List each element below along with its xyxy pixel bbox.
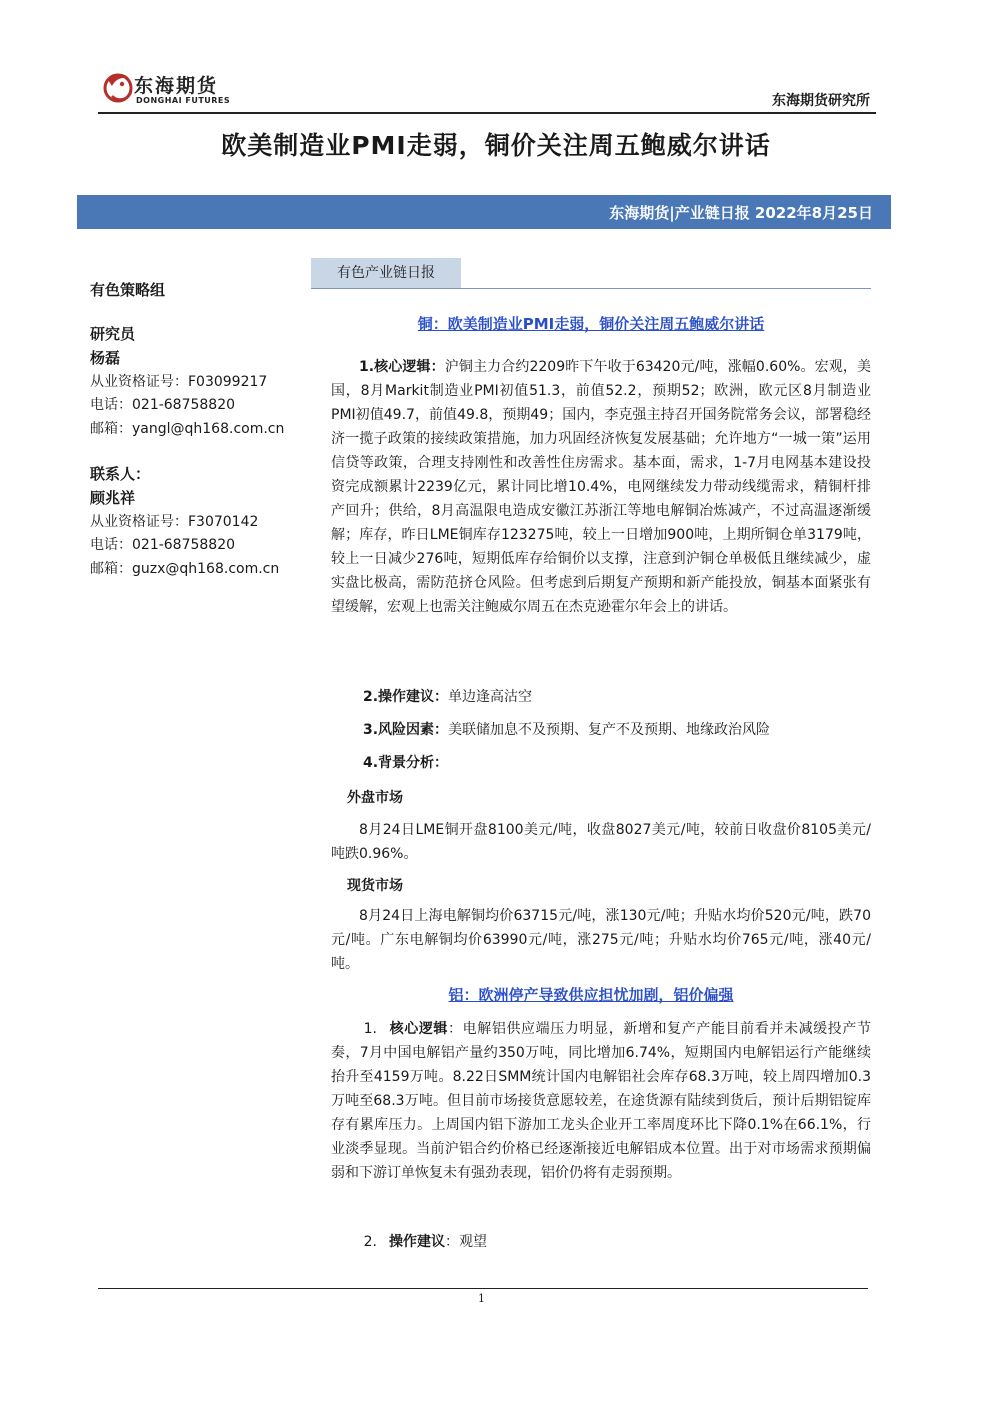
overseas-market-label: 外盘市场 <box>347 790 403 806</box>
copper-advice <box>363 685 532 709</box>
logo-chinese-name: 东海期货 <box>134 75 219 97</box>
header-divider <box>98 112 876 114</box>
aluminum-advice-text: ：观望 <box>445 1234 487 1250</box>
overseas-market-text: 8月24日LME铜开盘8100美元/吨，收盘8027美元/吨，较前日收盘价8105美元/吨跌0.96%。 <box>331 822 871 862</box>
report-banner-text: 东海期货|产业链日报 2022年8月25日 <box>609 204 873 222</box>
copper-core-logic <box>331 355 871 619</box>
spot-market-text: 8月24日上海电解铜均价63715元/吨，涨130元/吨；升贴水均价520元/吨，跌70元/吨。广东电解铜均价63990元/吨，涨275元/吨；升贴水均价765元/吨，涨40元/吨。 <box>331 908 871 972</box>
copper-bg-label: 4.背景分析： <box>363 755 449 771</box>
researcher-license: 从业资格证号：F03099217 <box>90 374 268 390</box>
copper-risk <box>363 718 770 742</box>
category-divider <box>311 288 871 289</box>
aluminum-heading-link[interactable]: 铝：欧洲停产导致供应担忧加剧，铝价偏强 <box>448 986 734 1004</box>
aluminum-advice <box>331 1230 871 1254</box>
copper-heading-link[interactable]: 铜：欧美制造业PMI走弱，铜价关注周五鲍威尔讲话 <box>417 315 765 333</box>
contact-name: 顾兆祥 <box>90 489 136 507</box>
contact-role: 联系人： <box>90 465 151 483</box>
footer-divider <box>98 1288 868 1289</box>
copper-logic-label: 1.核心逻辑： <box>359 359 445 375</box>
aluminum-advice-num: 2. <box>363 1234 377 1250</box>
document-title: 欧美制造业PMI走弱，铜价关注周五鲍威尔讲话 <box>221 131 771 160</box>
company-logo <box>98 66 238 110</box>
report-banner <box>77 195 891 229</box>
aluminum-core-logic <box>331 1017 871 1185</box>
contact-email: 邮箱：guzx@qh168.com.cn <box>90 561 280 577</box>
copper-advice-label: 2.操作建议： <box>363 689 449 705</box>
spot-market-label: 现货市场 <box>347 878 403 894</box>
aluminum-logic-text: ：电解铝供应端压力明显，新增和复产产能目前看并未减缓投产节奏，7月中国电解铝产量约350万吨，同比增加6.74%，短期国内电解铝运行产能继续抬升至4159万吨。8.22日SMM统计国内电解铝社会库存68.3万吨，较上周四增加0.3万吨至68.3万吨。但目前市场接货意愿较差，在途货源有陆续到货后，预计后期铝锭库存有累库压力。上周国内铝下游加工龙头企业开工率周度环比下降0.1%在66.1%，行业淡季显现。当前沪铝合约价格已经逐渐接近电解铝成本位置。出于对市场需求预期偏弱和下游订单恢复未有强劲表现，铝价仍将有走弱预期。 <box>331 1021 871 1181</box>
contact-phone: 电话：021-68758820 <box>90 537 236 553</box>
page-number: 1 <box>478 1292 485 1305</box>
strategy-group: 有色策略组 <box>90 281 166 299</box>
copper-background <box>363 751 448 775</box>
copper-logic-text: 沪铜主力合约2209昨下午收于63420元/吨，涨幅0.60%。宏观，美国，8月Markit制造业PMI初值51.3，前值52.2，预期52；欧洲，欧元区8月制造业PMI初值49.7，前值49.8，预期49；国内，李克强主持召开国务院常务会议，部署稳经济一揽子政策的接续政策措施，加力巩固经济恢复发展基础；允许地方“一城一策”运用信贷等政策，合理支持刚性和改善性住房需求。基本面，需求，1-7月电网基本建设投资完成额累计2239亿元，累计同比增10.4%，电网继续发力带动线缆需求，精铜杆排产回升；供给，8月高温限电造成安徽江苏浙江等地电解铜冶炼减产，不过高温逐渐缓解；库存，昨日LME铜库存123275吨，较上一日增加900吨，上期所铜仓单3179吨，较上一日减少276吨，短期低库存给铜价以支撑，注意到沪铜仓单极低且继续减少，虚实盘比极高，需防范挤仓风险。但考虑到后期复产预期和新产能投放，铜基本面紧张有望缓解，宏观上也需关注鲍威尔周五在杰克逊霍尔年会上的讲话。 <box>331 359 871 615</box>
aluminum-logic-num: 1. <box>363 1021 377 1037</box>
institute-name: 东海期货研究所 <box>772 93 870 109</box>
contact-license: 从业资格证号：F3070142 <box>90 514 259 530</box>
aluminum-logic-label: 核心逻辑 <box>389 1021 449 1037</box>
copper-advice-text: 单边逢高沽空 <box>448 689 533 705</box>
category-label: 有色产业链日报 <box>311 258 461 288</box>
researcher-name: 杨磊 <box>90 349 121 367</box>
aluminum-advice-label: 操作建议 <box>389 1234 445 1250</box>
copper-risk-label: 3.风险因素： <box>363 722 449 738</box>
copper-risk-text: 美联储加息不及预期、复产不及预期、地缘政治风险 <box>448 722 771 738</box>
researcher-phone: 电话：021-68758820 <box>90 397 236 413</box>
researcher-email: 邮箱：yangl@qh168.com.cn <box>90 421 285 437</box>
researcher-role: 研究员 <box>90 325 136 343</box>
logo-english-name: DONGHAI FUTURES <box>136 96 231 105</box>
